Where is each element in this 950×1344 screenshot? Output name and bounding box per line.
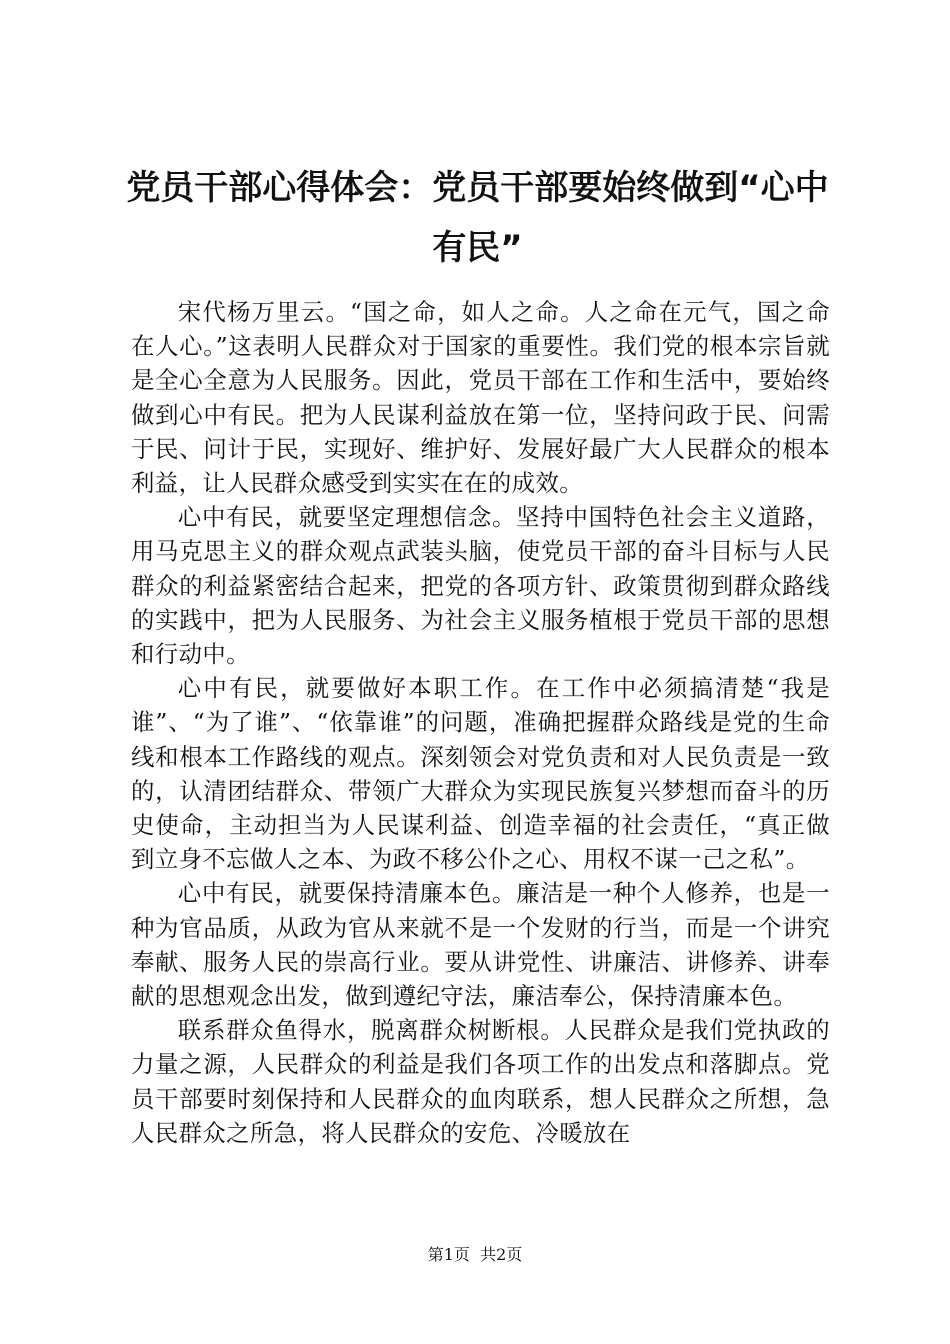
document-title: 党员干部心得体会：党员干部要始终做到“心中有民” bbox=[126, 168, 829, 268]
document-body bbox=[131, 295, 830, 1150]
page-number-footer: 第1页 共2页 bbox=[427, 1245, 523, 1264]
paragraph-5: 联系群众鱼得水，脱离群众树断根。人民群众是我们党执政的力量之源，人民群众的利益是我们各项工作的出发点和落脚点。党员干部要时刻保持和人民群众的血肉联系，想人民群众之所想，急人民群众之所急，将人民群众的安危、冷暖放在 bbox=[131, 1016, 830, 1147]
paragraph-3: 心中有民，就要做好本职工作。在工作中必须搞清楚“我是谁”、“为了谁”、“依靠谁”的问题，准确把握群众路线是党的生命线和根本工作路线的观点。深刻领会对党负责和对人民负责是一致的，认清团结群众、带领广大群众为实现民族复兴梦想而奋斗的历史使命，主动担当为人民谋利益、创造幸福的社会责任，“真正做到立身不忘做人之本、为政不移公仆之心、用权不谋一己之私”。 bbox=[131, 674, 830, 874]
paragraph-4: 心中有民，就要保持清廉本色。廉洁是一种个人修养，也是一种为官品质，从政为官从来就不是一个发财的行当，而是一个讲究奉献、服务人民的崇高行业。要从讲党性、讲廉洁、讲修养、讲奉献的思想观念出发，做到遵纪守法，廉洁奉公，保持清廉本色。 bbox=[131, 879, 830, 1011]
paragraph-1: 宋代杨万里云。“国之命，如人之命。人之命在元气，国之命在人心。”这表明人民群众对于国家的重要性。我们党的根本宗旨就是全心全意为人民服务。因此，党员干部在工作和生活中，要始终做到心中有民。把为人民谋利益放在第一位，坚持问政于民、问需于民、问计于民，实现好、维护好、发展好最广大人民群众的根本利益，让人民群众感受到实实在在的成效。 bbox=[131, 298, 830, 498]
paragraph-2: 心中有民，就要坚定理想信念。坚持中国特色社会主义道路，用马克思主义的群众观点武装头脑，使党员干部的奋斗目标与人民群众的利益紧密结合起来，把党的各项方针、政策贯彻到群众路线的实践中，把为人民服务、为社会主义服务植根于党员干部的思想和行动中。 bbox=[131, 503, 830, 669]
